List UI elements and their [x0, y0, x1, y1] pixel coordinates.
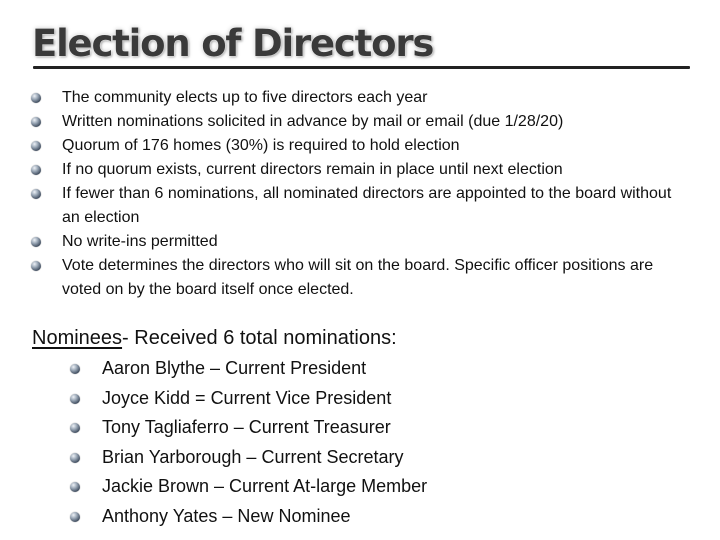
nominee-item — [68, 413, 427, 443]
bullet-text: The community elects up to five directors each year — [62, 89, 428, 106]
nominee-text: Aaron Blythe – Current President — [102, 358, 367, 378]
slide-title: Election of Directors — [32, 22, 434, 65]
bullet-dot-icon — [70, 453, 80, 463]
bullet-dot-icon — [31, 261, 41, 271]
bullet-dot-icon — [31, 237, 41, 247]
bullet-item — [28, 134, 678, 158]
bullet-dot-icon — [31, 189, 41, 199]
nominee-text: Anthony Yates – New Nominee — [102, 505, 351, 526]
bullet-dot-icon — [70, 364, 80, 374]
bullet-item — [28, 110, 678, 134]
bullet-text: Vote determines the directors who will sit on the board. Specific officer positions are voted on by the board itself once elected. — [62, 257, 654, 298]
nominees-heading — [32, 325, 397, 351]
bullet-item — [28, 86, 678, 110]
bullet-dot-icon — [70, 482, 80, 492]
nominee-list — [68, 354, 427, 531]
nominee-text: Jackie Brown – Current At-large Member — [102, 476, 428, 496]
bullet-text: No write-ins permitted — [62, 233, 218, 250]
title-underline — [33, 66, 690, 69]
nominees-summary: - Received 6 total nominations: — [122, 327, 397, 349]
nominee-item — [68, 384, 427, 414]
bullet-item — [28, 254, 678, 302]
bullet-text: If fewer than 6 nominations, all nominated directors are appointed to the board without an election — [62, 185, 672, 226]
nominee-item — [68, 354, 427, 384]
nominees-label: Nominees — [32, 327, 123, 349]
bullet-dot-icon — [31, 93, 41, 103]
nominee-text: Joyce Kidd = Current Vice President — [102, 387, 392, 408]
bullet-dot-icon — [70, 423, 80, 433]
bullet-text: Written nominations solicited in advance by mail or email (due 1/28/20) — [62, 113, 564, 130]
bullet-dot-icon — [70, 394, 80, 404]
bullet-dot-icon — [31, 165, 41, 175]
nominee-item — [68, 472, 427, 502]
nominee-item — [68, 443, 427, 473]
bullet-text: Quorum of 176 homes (30%) is required to hold election — [62, 137, 460, 154]
bullet-item — [28, 230, 678, 254]
bullet-item — [28, 158, 678, 182]
nominee-text: Tony Tagliaferro – Current Treasurer — [102, 417, 391, 437]
nominee-text: Brian Yarborough – Current Secretary — [102, 446, 404, 467]
bullet-dot-icon — [70, 512, 80, 522]
nominee-item — [68, 502, 427, 532]
bullet-text: If no quorum exists, current directors remain in place until next election — [62, 161, 563, 178]
bullet-dot-icon — [31, 141, 41, 151]
bullet-item — [28, 182, 678, 230]
bullet-dot-icon — [31, 117, 41, 127]
main-bullet-list — [28, 86, 678, 302]
